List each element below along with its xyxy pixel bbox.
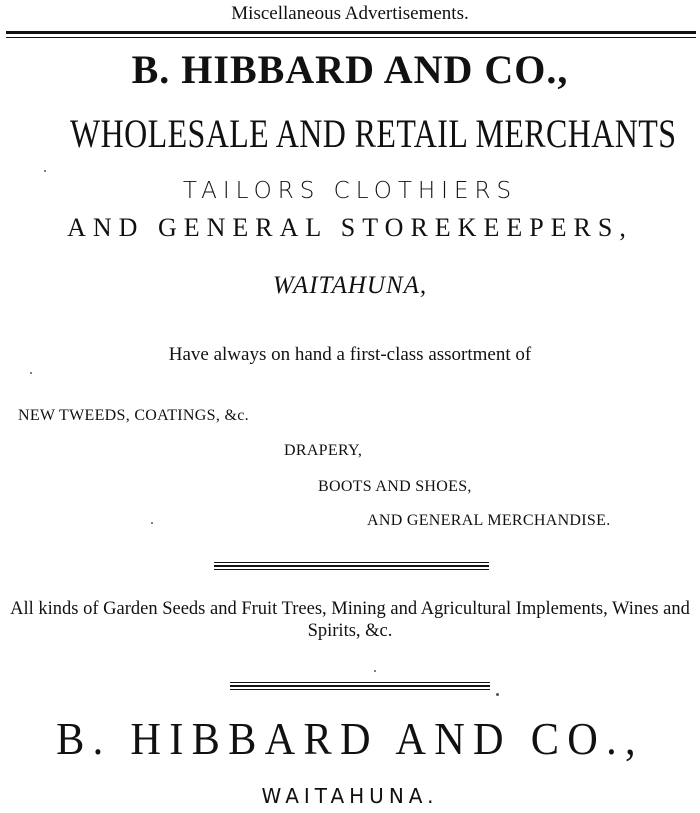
goods-item: BOOTS AND SHOES, <box>318 478 472 495</box>
goods-item: DRAPERY, <box>284 442 363 459</box>
print-speck <box>374 670 376 672</box>
town-name: WAITAHUNA, <box>272 272 428 299</box>
extras-paragraph: All kinds of Garden Seeds and Fruit Trees, Mining and Agricultural Implements, Wines and Spirits, &c. <box>10 599 690 641</box>
footer-divider-mid <box>230 685 490 687</box>
trades-line: TAILORS CLOTHIERS <box>182 178 518 204</box>
page-header-title: Miscellaneous Advertisements. <box>231 3 469 24</box>
section-divider-mid <box>214 565 489 567</box>
footer-divider-top <box>230 682 490 683</box>
print-speck <box>44 170 46 172</box>
trades-line-2: AND GENERAL STOREKEEPERS, <box>67 213 633 242</box>
goods-item: NEW TWEEDS, COATINGS, &c. <box>18 407 249 424</box>
footer-divider-bottom <box>230 689 490 690</box>
header-divider-thin <box>6 37 696 38</box>
firm-name-heading: B. HIBBARD AND CO., <box>131 47 569 92</box>
assortment-intro: Have always on hand a first-class assortment of <box>168 344 532 365</box>
section-divider-bottom <box>214 569 489 570</box>
business-description: WHOLESALE AND RETAIL MERCHANTS <box>70 111 677 156</box>
footer-town-name: WAITAHUNA. <box>261 784 439 808</box>
footer-firm-name: B. HIBBARD AND CO., <box>56 713 644 764</box>
print-speck <box>151 522 153 524</box>
print-speck <box>496 693 499 696</box>
print-speck <box>30 372 32 374</box>
header-divider-thick <box>6 31 696 34</box>
section-divider-top <box>214 562 489 563</box>
goods-item: AND GENERAL MERCHANDISE. <box>367 512 611 529</box>
